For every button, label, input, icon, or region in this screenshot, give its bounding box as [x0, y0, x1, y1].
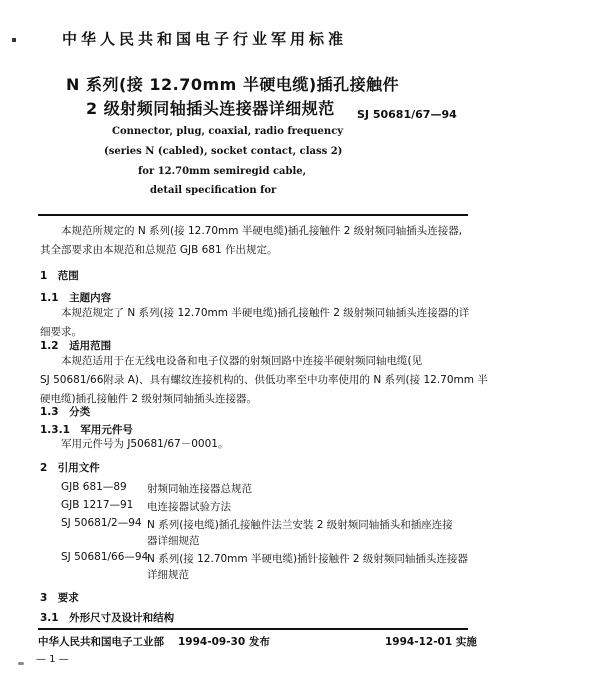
- section-1-1-text: [40, 304, 470, 342]
- intro-line-1: 本规范所规定的 N 系列(接 12.70mm 半硬电缆)插孔接触件 2 级射频同轴插头连接器,: [61, 225, 463, 237]
- reference-title: N 系列(接 12.70mm 半硬电缆)插针接触件 2 级射频同轴插头连接器: [147, 553, 468, 565]
- section-3-1-heading: 3.1 外形尺寸及设计和结构: [40, 612, 175, 624]
- reference-code: GJB 1217—91: [61, 499, 134, 511]
- standard-number: SJ 50681/67—94: [357, 108, 457, 121]
- header-rule: [38, 214, 468, 216]
- reference-title: 射频同轴连接器总规范: [147, 483, 252, 495]
- section-1-2-line-1: 本规范适用于在无线电设备和电子仪器的射频回路中连接半硬射频同轴电缆(见: [61, 355, 423, 367]
- scan-smudge: [18, 662, 24, 665]
- footer-rule: [38, 628, 468, 630]
- section-1-1-line-2: 细要求。: [40, 326, 82, 338]
- section-3-heading: 3 要求: [40, 592, 79, 604]
- section-1-2-heading: 1.2 适用范围: [40, 340, 112, 352]
- section-1-3-1-text: 军用元件号为 J50681/67－0001。: [61, 438, 229, 450]
- page-number: — 1 —: [36, 654, 69, 665]
- section-2-heading: 2 引用文件: [40, 462, 100, 474]
- reference-title: 电连接器试验方法: [147, 501, 231, 513]
- section-1-2-text: [40, 352, 488, 409]
- reference-title-cont: 器详细规范: [147, 535, 200, 547]
- reference-title-cont: 详细规范: [147, 569, 189, 581]
- reference-code: SJ 50681/66—94: [61, 551, 149, 563]
- section-1-1-heading: 1.1 主题内容: [40, 292, 112, 304]
- section-1-3-heading: 1.3 分类: [40, 406, 91, 418]
- title-cn-line-1: N 系列(接 12.70mm 半硬电缆)插孔接触件: [66, 75, 400, 94]
- reference-code: SJ 50681/2—94: [61, 517, 142, 529]
- intro-paragraph: [40, 222, 470, 260]
- title-en-line-4: detail specification for: [150, 185, 277, 196]
- section-1-2-line-2: SJ 50681/66附录 A)、具有螺纹连接机构的、供低功率至中功率使用的 N 系列(接 12.70mm 半: [40, 374, 488, 386]
- scan-mark: [12, 38, 16, 42]
- issue-date: 1994-09-30 发布: [178, 636, 270, 648]
- intro-line-2: 其全部要求由本规范和总规范 GJB 681 作出规定。: [40, 244, 278, 256]
- reference-title: N 系列(接电缆)插孔接触件法兰安装 2 级射频同轴插头和插座连接: [147, 519, 453, 531]
- issuer: 中华人民共和国电子工业部: [38, 636, 164, 648]
- title-cn-line-2: 2 级射频同轴插头连接器详细规范: [86, 99, 335, 118]
- title-en-line-2: (series N (cabled), socket contact, class 2): [104, 146, 343, 157]
- effective-date: 1994-12-01 实施: [385, 636, 477, 648]
- section-1-3-1-heading: 1.3.1 军用元件号: [40, 424, 133, 436]
- section-1-2-line-3: 硬电缆)插孔接触件 2 级射频同轴插头连接器。: [40, 393, 257, 405]
- section-1-1-line-1: 本规范规定了 N 系列(接 12.70mm 半硬电缆)插孔接触件 2 级射频同轴插头连接器的详: [61, 307, 470, 319]
- section-1-heading: 1 范围: [40, 270, 79, 282]
- reference-code: GJB 681—89: [61, 481, 127, 493]
- title-en-line-3: for 12.70mm semiregid cable,: [138, 166, 307, 177]
- title-en-line-1: Connector, plug, coaxial, radio frequency: [112, 126, 344, 137]
- header-title: 中华人民共和国电子行业军用标准: [62, 30, 348, 48]
